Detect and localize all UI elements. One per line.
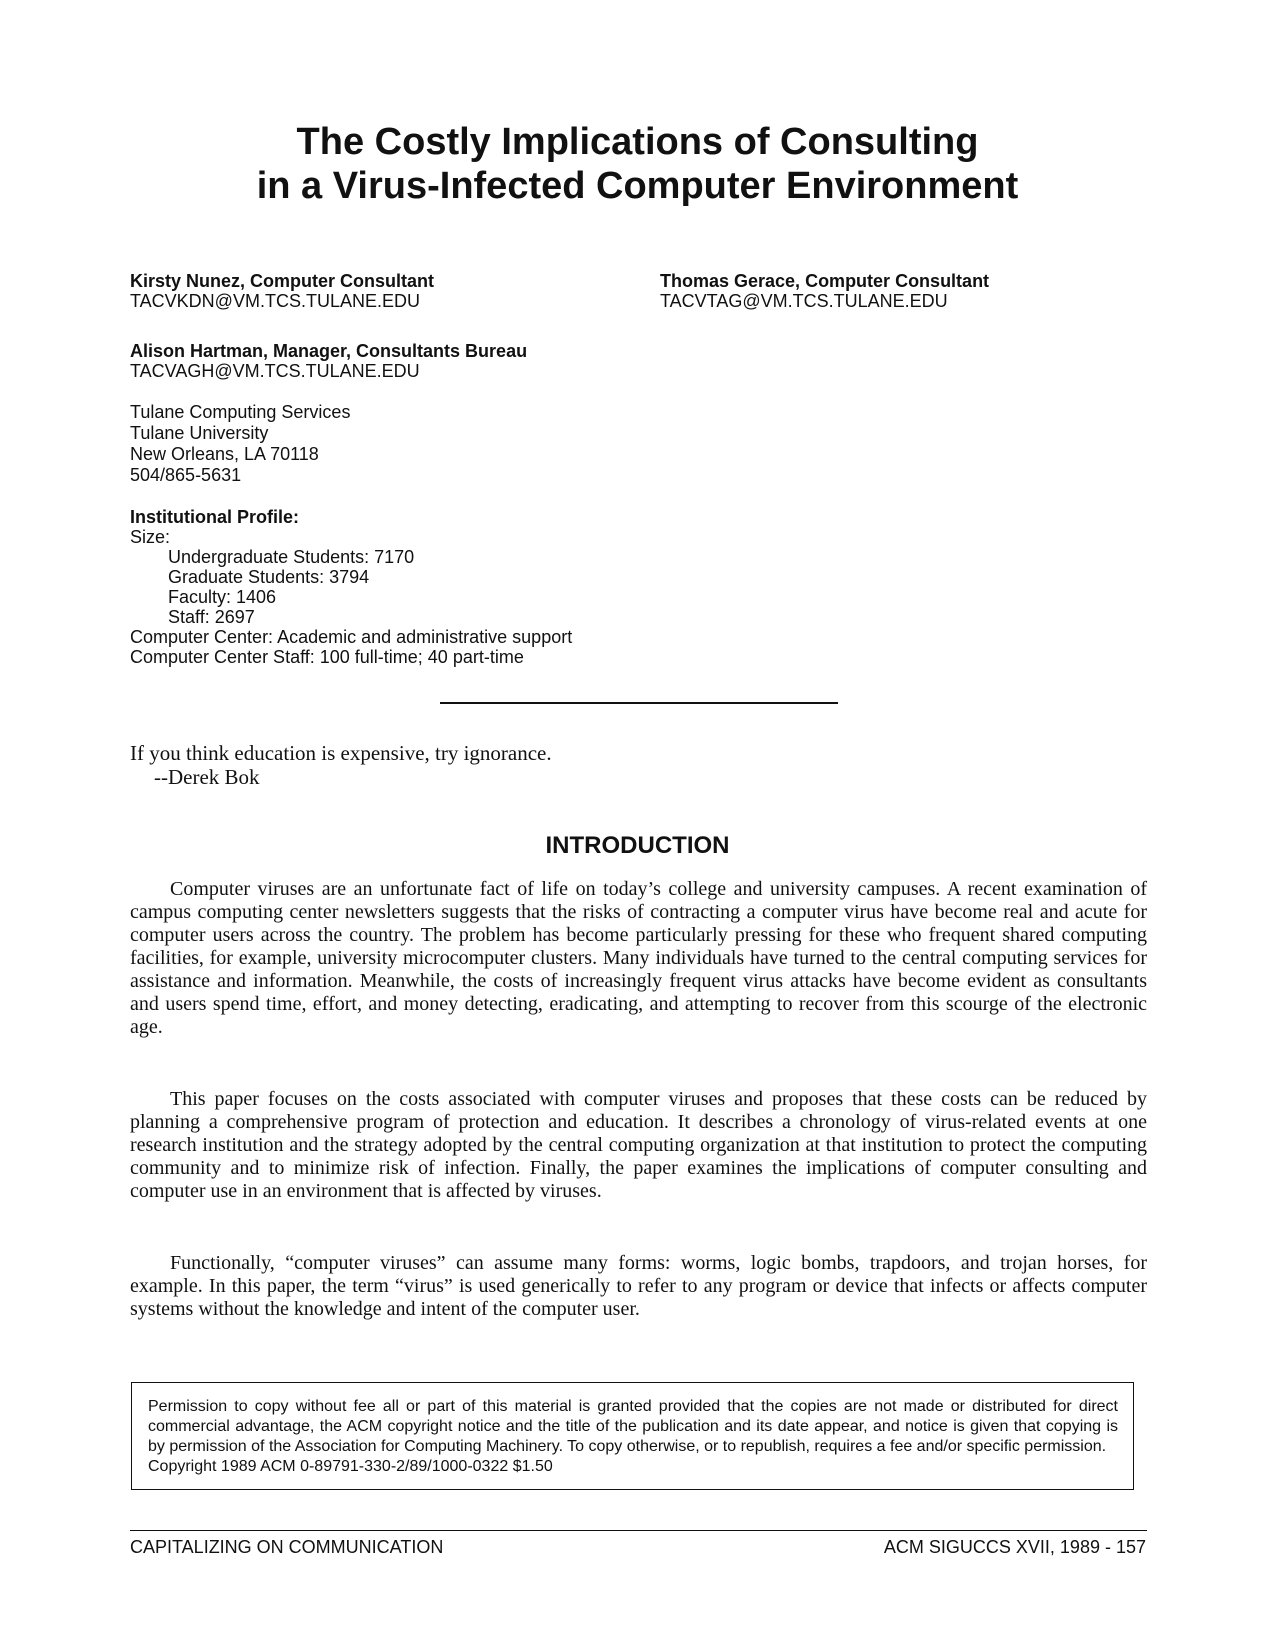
author-email: TACVKDN@VM.TCS.TULANE.EDU (130, 291, 420, 311)
address-line: New Orleans, LA 70118 (130, 444, 319, 464)
section-divider (440, 702, 838, 704)
permission-text: Permission to copy without fee all or part of this material is granted provided that the copies are not made or distributed for direct commercial advantage, the ACM copyright notice and the title of the publication and its date appear, and notice is given that copying is by permission of the Association for Computing Machinery. To copy otherwise, or to republish, requires a fee and/or specific permission. (148, 1398, 1118, 1455)
author-name: Kirsty Nunez, Computer Consultant (130, 271, 435, 291)
profile-staff: Staff: 2697 (168, 607, 255, 627)
profile-heading: Institutional Profile: (130, 507, 299, 527)
epigraph-text: If you think education is expensive, try ignorance. (130, 741, 552, 765)
author-name: Alison Hartman, Manager, Consultants Bureau (130, 341, 528, 361)
epigraph-attribution: --Derek Bok (154, 765, 260, 789)
profile-faculty: Faculty: 1406 (168, 587, 277, 607)
section-heading: INTRODUCTION (545, 832, 730, 859)
profile-size-label: Size: (130, 527, 171, 547)
paper-title (130, 120, 1145, 208)
title-line-1: The Costly Implications of Consulting (296, 121, 979, 163)
permission-notice-box (131, 1382, 1134, 1490)
footer-conference-theme: CAPITALIZING ON COMMUNICATION (130, 1537, 444, 1557)
footer-divider (130, 1530, 1147, 1531)
title-line-2: in a Virus-Infected Computer Environment (256, 165, 1019, 207)
epigraph (130, 741, 552, 789)
address-line: Tulane University (130, 423, 269, 443)
author-block-nunez (130, 271, 434, 311)
profile-center-staff: Computer Center Staff: 100 full-time; 40 part-time (130, 647, 524, 667)
address-line: Tulane Computing Services (130, 402, 351, 422)
body-paragraph: This paper focuses on the costs associated with computer viruses and proposes that these costs can be reduced by planning a comprehensive program of protection and education. It describes a chronology of virus-related events at one research institution and the strategy adopted by the central computing organization at that institution to protect the computing community and to minimize risk of infection. Finally, the paper examines the implications of computer consulting and computer use in an environment that is affected by viruses. (130, 1088, 1147, 1202)
author-block-hartman (130, 341, 527, 381)
profile-center: Computer Center: Academic and administrative support (130, 627, 573, 647)
address-phone: 504/865-5631 (130, 465, 242, 485)
author-email: TACVAGH@VM.TCS.TULANE.EDU (130, 361, 420, 381)
author-email: TACVTAG@VM.TCS.TULANE.EDU (660, 291, 948, 311)
footer-page-info: ACM SIGUCCS XVII, 1989 - 157 (883, 1537, 1146, 1557)
profile-undergrad: Undergraduate Students: 7170 (168, 547, 415, 567)
author-block-gerace (660, 271, 989, 311)
affiliation-address (130, 402, 350, 486)
body-paragraph: Functionally, “computer viruses” can assume many forms: worms, logic bombs, trapdoors, and trojan horses, for example. In this paper, the term “virus” is used generically to refer to any program or device that infects or affects computer systems without the knowledge and intent of the computer user. (130, 1252, 1147, 1320)
copyright-line: Copyright 1989 ACM 0-89791-330-2/89/1000-0322 $1.50 (148, 1458, 553, 1475)
institutional-profile (130, 507, 572, 667)
author-name: Thomas Gerace, Computer Consultant (660, 271, 990, 291)
profile-grad: Graduate Students: 3794 (168, 567, 370, 587)
body-paragraph: Computer viruses are an unfortunate fact of life on today’s college and university campuses. A recent examination of campus computing center newsletters suggests that the risks of contracting a computer virus have become real and acute for computer users across the country. The problem has become particularly pressing for these who frequent shared computing facilities, for example, university microcomputer clusters. Many individuals have turned to the central computing services for assistance and information. Meanwhile, the costs of increasingly frequent virus attacks have become evident as consultants and users spend time, effort, and money detecting, eradicating, and attempting to recover from this scourge of the electronic age. (130, 878, 1147, 1038)
